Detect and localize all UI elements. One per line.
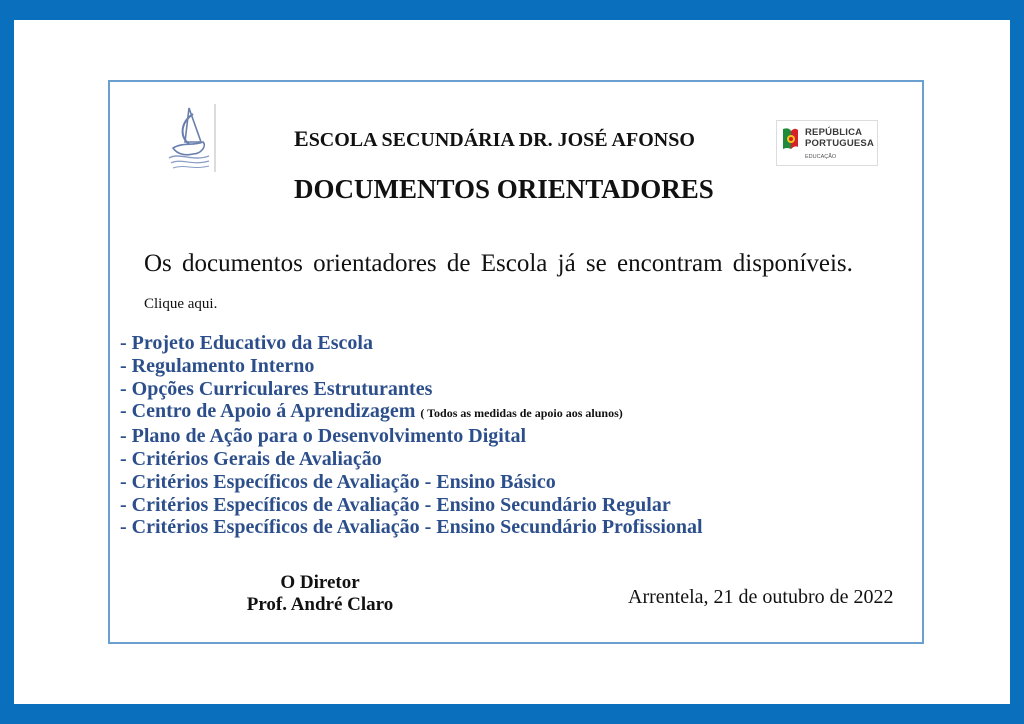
- republica-text: REPÚBLICA: [805, 127, 863, 138]
- list-item: [120, 494, 703, 517]
- list-item: [120, 355, 703, 378]
- school-name-initial: E: [294, 126, 309, 151]
- link-plano-acao-digital[interactable]: - Plano de Ação para o Desenvolvimento Digital: [120, 425, 527, 448]
- link-criterios-gerais[interactable]: - Critérios Gerais de Avaliação: [120, 447, 382, 470]
- link-criterios-secundario-profissional[interactable]: - Critérios Específicos de Avaliação - Ensino Secundário Profissional: [120, 516, 703, 539]
- page-title: DOCUMENTOS ORIENTADORES: [294, 174, 714, 204]
- announcement-panel: [108, 80, 924, 644]
- list-item: [120, 378, 703, 401]
- intro-text: Os documentos orientadores de Escola já se encontram disponíveis.: [144, 250, 853, 277]
- link-opcoes-curriculares[interactable]: - Opções Curriculares Estruturantes: [120, 377, 433, 400]
- link-regulamento-interno[interactable]: - Regulamento Interno: [120, 354, 315, 377]
- link-note: ( Todos as medidas de apoio aos alunos): [420, 406, 623, 421]
- list-item: [120, 448, 703, 471]
- director-role: O Diretor: [280, 572, 360, 593]
- portuguesa-text: PORTUGUESA: [805, 138, 875, 149]
- list-item: [120, 425, 703, 448]
- republica-portuguesa-logo: [776, 120, 878, 166]
- link-centro-apoio[interactable]: - Centro de Apoio á Aprendizagem: [120, 400, 416, 423]
- list-item: [120, 400, 703, 425]
- page: [14, 20, 1010, 704]
- school-name: [294, 126, 695, 152]
- list-item: [120, 471, 703, 494]
- document-links-list: [120, 332, 703, 539]
- date-text: Arrentela, 21 de outubro de 2022: [628, 586, 894, 608]
- director-name: Prof. André Claro: [246, 594, 394, 615]
- educacao-text: EDUCAÇÃO: [805, 154, 837, 160]
- signature-block: [230, 572, 410, 616]
- portugal-flag-icon: [781, 127, 799, 151]
- link-criterios-secundario-regular[interactable]: - Critérios Específicos de Avaliação - Ensino Secundário Regular: [120, 493, 671, 516]
- link-projeto-educativo[interactable]: - Projeto Educativo da Escola: [120, 332, 373, 354]
- school-logo-icon: [163, 102, 223, 174]
- link-criterios-basico[interactable]: - Critérios Específicos de Avaliação - Ensino Básico: [120, 470, 556, 493]
- click-here-text: Clique aqui.: [144, 296, 218, 312]
- school-name-rest: SCOLA SECUNDÁRIA DR. JOSÉ AFONSO: [308, 129, 695, 151]
- list-item: [120, 516, 703, 539]
- list-item: [120, 332, 703, 355]
